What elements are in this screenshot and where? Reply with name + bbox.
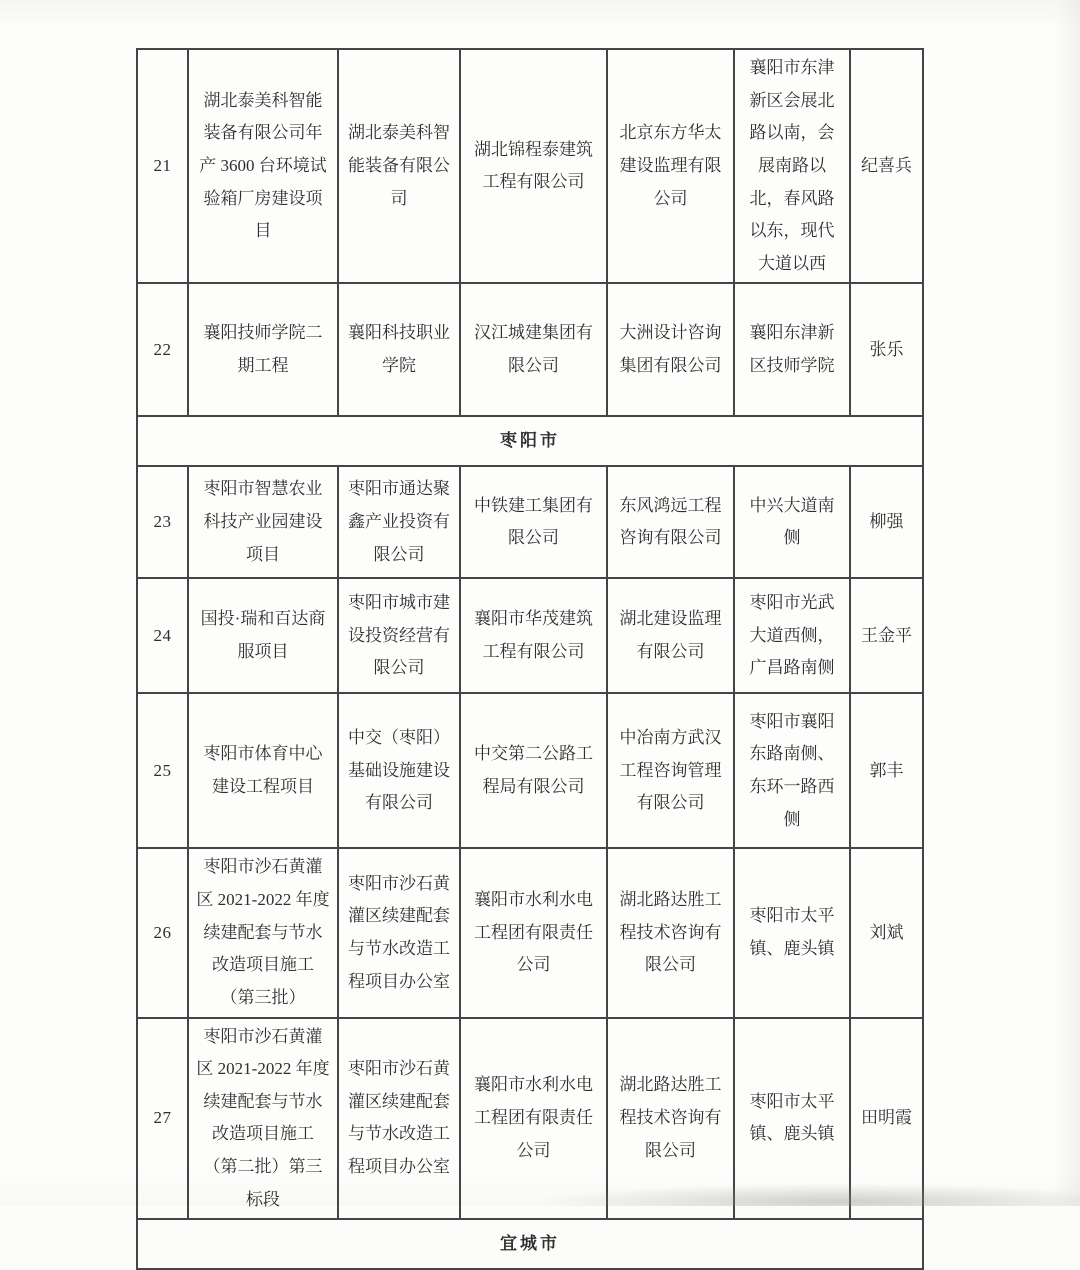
section-header-row [137, 416, 923, 466]
row-number-cell: 23 [137, 466, 188, 578]
project-name-cell: 襄阳技师学院二期工程 [188, 283, 338, 416]
person-cell: 田明霞 [850, 1018, 923, 1220]
owner-cell: 襄阳科技职业学院 [338, 283, 460, 416]
location-cell: 枣阳市襄阳东路南侧、东环一路西侧 [734, 693, 850, 848]
contractor-cell: 湖北锦程泰建筑工程有限公司 [460, 49, 607, 283]
project-table-container [136, 48, 924, 1270]
contractor-cell: 襄阳市水利水电工程团有限责任公司 [460, 848, 607, 1017]
row-number-cell: 22 [137, 283, 188, 416]
location-cell: 中兴大道南侧 [734, 466, 850, 578]
row-number-cell: 25 [137, 693, 188, 848]
project-name-cell: 国投·瑞和百达商服项目 [188, 578, 338, 693]
owner-cell: 枣阳市通达聚鑫产业投资有限公司 [338, 466, 460, 578]
row-number-cell: 27 [137, 1018, 188, 1220]
supervisor-cell: 湖北路达胜工程技术咨询有限公司 [607, 848, 734, 1017]
person-cell: 刘斌 [850, 848, 923, 1017]
owner-cell: 中交（枣阳）基础设施建设有限公司 [338, 693, 460, 848]
owner-cell: 枣阳市城市建设投资经营有限公司 [338, 578, 460, 693]
location-cell: 枣阳市太平镇、鹿头镇 [734, 1018, 850, 1220]
section-title-yicheng: 宜城市 [137, 1219, 923, 1269]
project-approval-table [136, 48, 924, 1270]
table-row [137, 578, 923, 693]
row-number-cell: 24 [137, 578, 188, 693]
location-cell: 襄阳市东津新区会展北路以南，会展南路以北，春风路以东，现代大道以西 [734, 49, 850, 283]
contractor-cell: 汉江城建集团有限公司 [460, 283, 607, 416]
person-cell: 郭丰 [850, 693, 923, 848]
location-cell: 枣阳市太平镇、鹿头镇 [734, 848, 850, 1017]
supervisor-cell: 中冶南方武汉工程咨询管理有限公司 [607, 693, 734, 848]
project-name-cell: 枣阳市智慧农业科技产业园建设项目 [188, 466, 338, 578]
scanner-edge-shading [1054, 0, 1080, 1206]
project-name-cell: 枣阳市沙石黄灌区 2021-2022 年度续建配套与节水改造项目施工（第三批） [188, 848, 338, 1017]
location-cell: 襄阳东津新区技师学院 [734, 283, 850, 416]
supervisor-cell: 湖北路达胜工程技术咨询有限公司 [607, 1018, 734, 1220]
owner-cell: 枣阳市沙石黄灌区续建配套与节水改造工程项目办公室 [338, 848, 460, 1017]
table-row [137, 693, 923, 848]
owner-cell: 湖北泰美科智能装备有限公司 [338, 49, 460, 283]
person-cell: 王金平 [850, 578, 923, 693]
owner-cell: 枣阳市沙石黄灌区续建配套与节水改造工程项目办公室 [338, 1018, 460, 1220]
project-name-cell: 枣阳市体育中心建设工程项目 [188, 693, 338, 848]
row-number-cell: 26 [137, 848, 188, 1017]
supervisor-cell: 大洲设计咨询集团有限公司 [607, 283, 734, 416]
section-header-row [137, 1219, 923, 1269]
row-number-cell: 21 [137, 49, 188, 283]
table-row [137, 49, 923, 283]
supervisor-cell: 北京东方华太建设监理有限公司 [607, 49, 734, 283]
section-title-zaoyang: 枣阳市 [137, 416, 923, 466]
location-cell: 枣阳市光武大道西侧，广昌路南侧 [734, 578, 850, 693]
contractor-cell: 中交第二公路工程局有限公司 [460, 693, 607, 848]
contractor-cell: 襄阳市水利水电工程团有限责任公司 [460, 1018, 607, 1220]
table-row [137, 283, 923, 416]
person-cell: 柳强 [850, 466, 923, 578]
person-cell: 张乐 [850, 283, 923, 416]
table-row [137, 466, 923, 578]
contractor-cell: 中铁建工集团有限公司 [460, 466, 607, 578]
contractor-cell: 襄阳市华茂建筑工程有限公司 [460, 578, 607, 693]
project-name-cell: 枣阳市沙石黄灌区 2021-2022 年度续建配套与节水改造项目施工（第二批）第三标段 [188, 1018, 338, 1220]
table-row [137, 1018, 923, 1220]
table-row [137, 848, 923, 1017]
supervisor-cell: 东风鸿远工程咨询有限公司 [607, 466, 734, 578]
supervisor-cell: 湖北建设监理有限公司 [607, 578, 734, 693]
project-name-cell: 湖北泰美科智能装备有限公司年产 3600 台环境试验箱厂房建设项目 [188, 49, 338, 283]
person-cell: 纪喜兵 [850, 49, 923, 283]
